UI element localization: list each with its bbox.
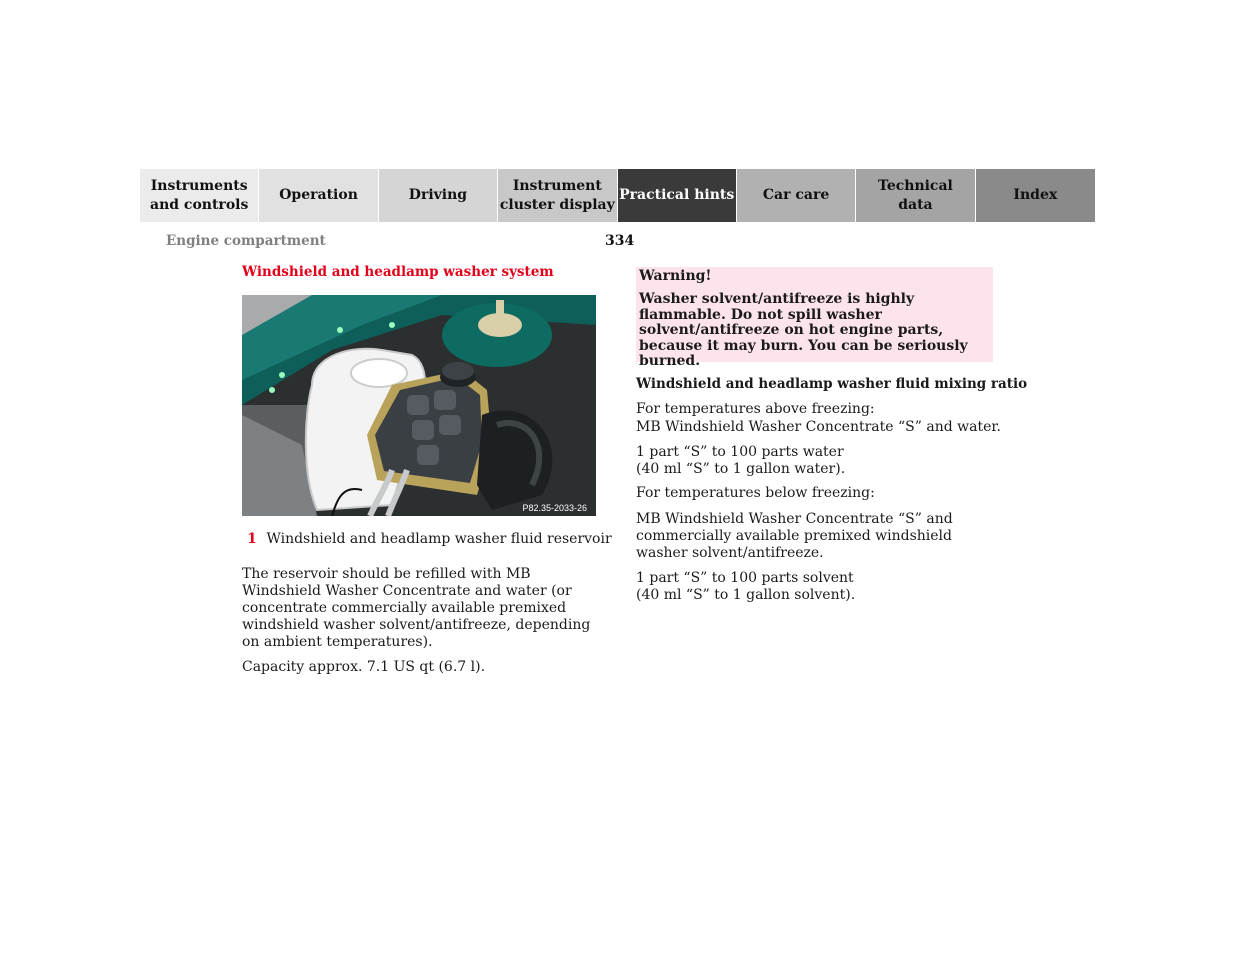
figure-legend-item xyxy=(242,531,612,547)
legend-number: 1 xyxy=(247,531,257,547)
page-number: 334 xyxy=(605,233,635,249)
tab-label: Driving xyxy=(408,187,468,203)
refill-paragraph: The reservoir should be refilled with MB Windshield Washer Concentrate and water (or concentrate commercially available premixed windshield washer solvent/antifreeze, depending on ambient temperatures). xyxy=(242,566,591,650)
tab-label: Practical hints xyxy=(619,187,735,203)
tab-index[interactable] xyxy=(976,169,1095,222)
engine-illustration-graphic xyxy=(242,295,596,516)
above-freezing-ratio: 1 part “S” to 100 parts water xyxy=(636,444,844,460)
above-freezing-product: MB Windshield Washer Concentrate “S” and water. xyxy=(636,419,1001,435)
tab-label: Technical data xyxy=(878,177,953,213)
tab-label: Instrument cluster display xyxy=(499,177,615,213)
figure-code: P82.35-2033-26 xyxy=(522,503,587,513)
warning-title: Warning! xyxy=(639,268,712,284)
engine-compartment-illustration xyxy=(242,295,596,516)
breadcrumb: Engine compartment xyxy=(166,233,326,249)
tab-car-care[interactable] xyxy=(737,169,856,222)
above-freezing-label: For temperatures above freezing: xyxy=(636,401,875,417)
tab-practical-hints[interactable] xyxy=(618,169,737,222)
below-freezing-ratio-metric: (40 ml “S” to 1 gallon solvent). xyxy=(636,587,856,603)
tab-technical-data[interactable] xyxy=(856,169,975,222)
tab-instrument-cluster-display[interactable] xyxy=(498,169,617,222)
below-freezing-ratio: 1 part “S” to 100 parts solvent xyxy=(636,570,854,586)
mixing-ratio-heading: Windshield and headlamp washer fluid mixing ratio xyxy=(636,376,1028,392)
tab-label: Index xyxy=(1013,187,1058,203)
below-freezing-label: For temperatures below freezing: xyxy=(636,485,875,501)
tab-label: Car care xyxy=(762,187,830,203)
warning-text: Washer solvent/antifreeze is highly flammable. Do not spill washer solvent/antifreeze on hot engine parts, because it may burn. You can be seriously burned. xyxy=(639,291,968,369)
chapter-tabs xyxy=(140,169,1095,222)
tab-label: Operation xyxy=(279,187,358,203)
tab-label: Instruments and controls xyxy=(150,177,249,213)
below-freezing-product: MB Windshield Washer Concentrate “S” and commercially available premixed windshield washer solvent/antifreeze. xyxy=(636,511,953,561)
tab-driving[interactable] xyxy=(379,169,498,222)
legend-text: Windshield and headlamp washer fluid reservoir xyxy=(266,531,612,547)
above-freezing-ratio-metric: (40 ml “S” to 1 gallon water). xyxy=(636,461,846,477)
tab-operation[interactable] xyxy=(259,169,378,222)
capacity-paragraph: Capacity approx. 7.1 US qt (6.7 l). xyxy=(242,659,486,675)
section-title: Windshield and headlamp washer system xyxy=(242,264,554,280)
warning-box xyxy=(636,267,993,369)
tab-instruments-and-controls[interactable] xyxy=(140,169,259,222)
